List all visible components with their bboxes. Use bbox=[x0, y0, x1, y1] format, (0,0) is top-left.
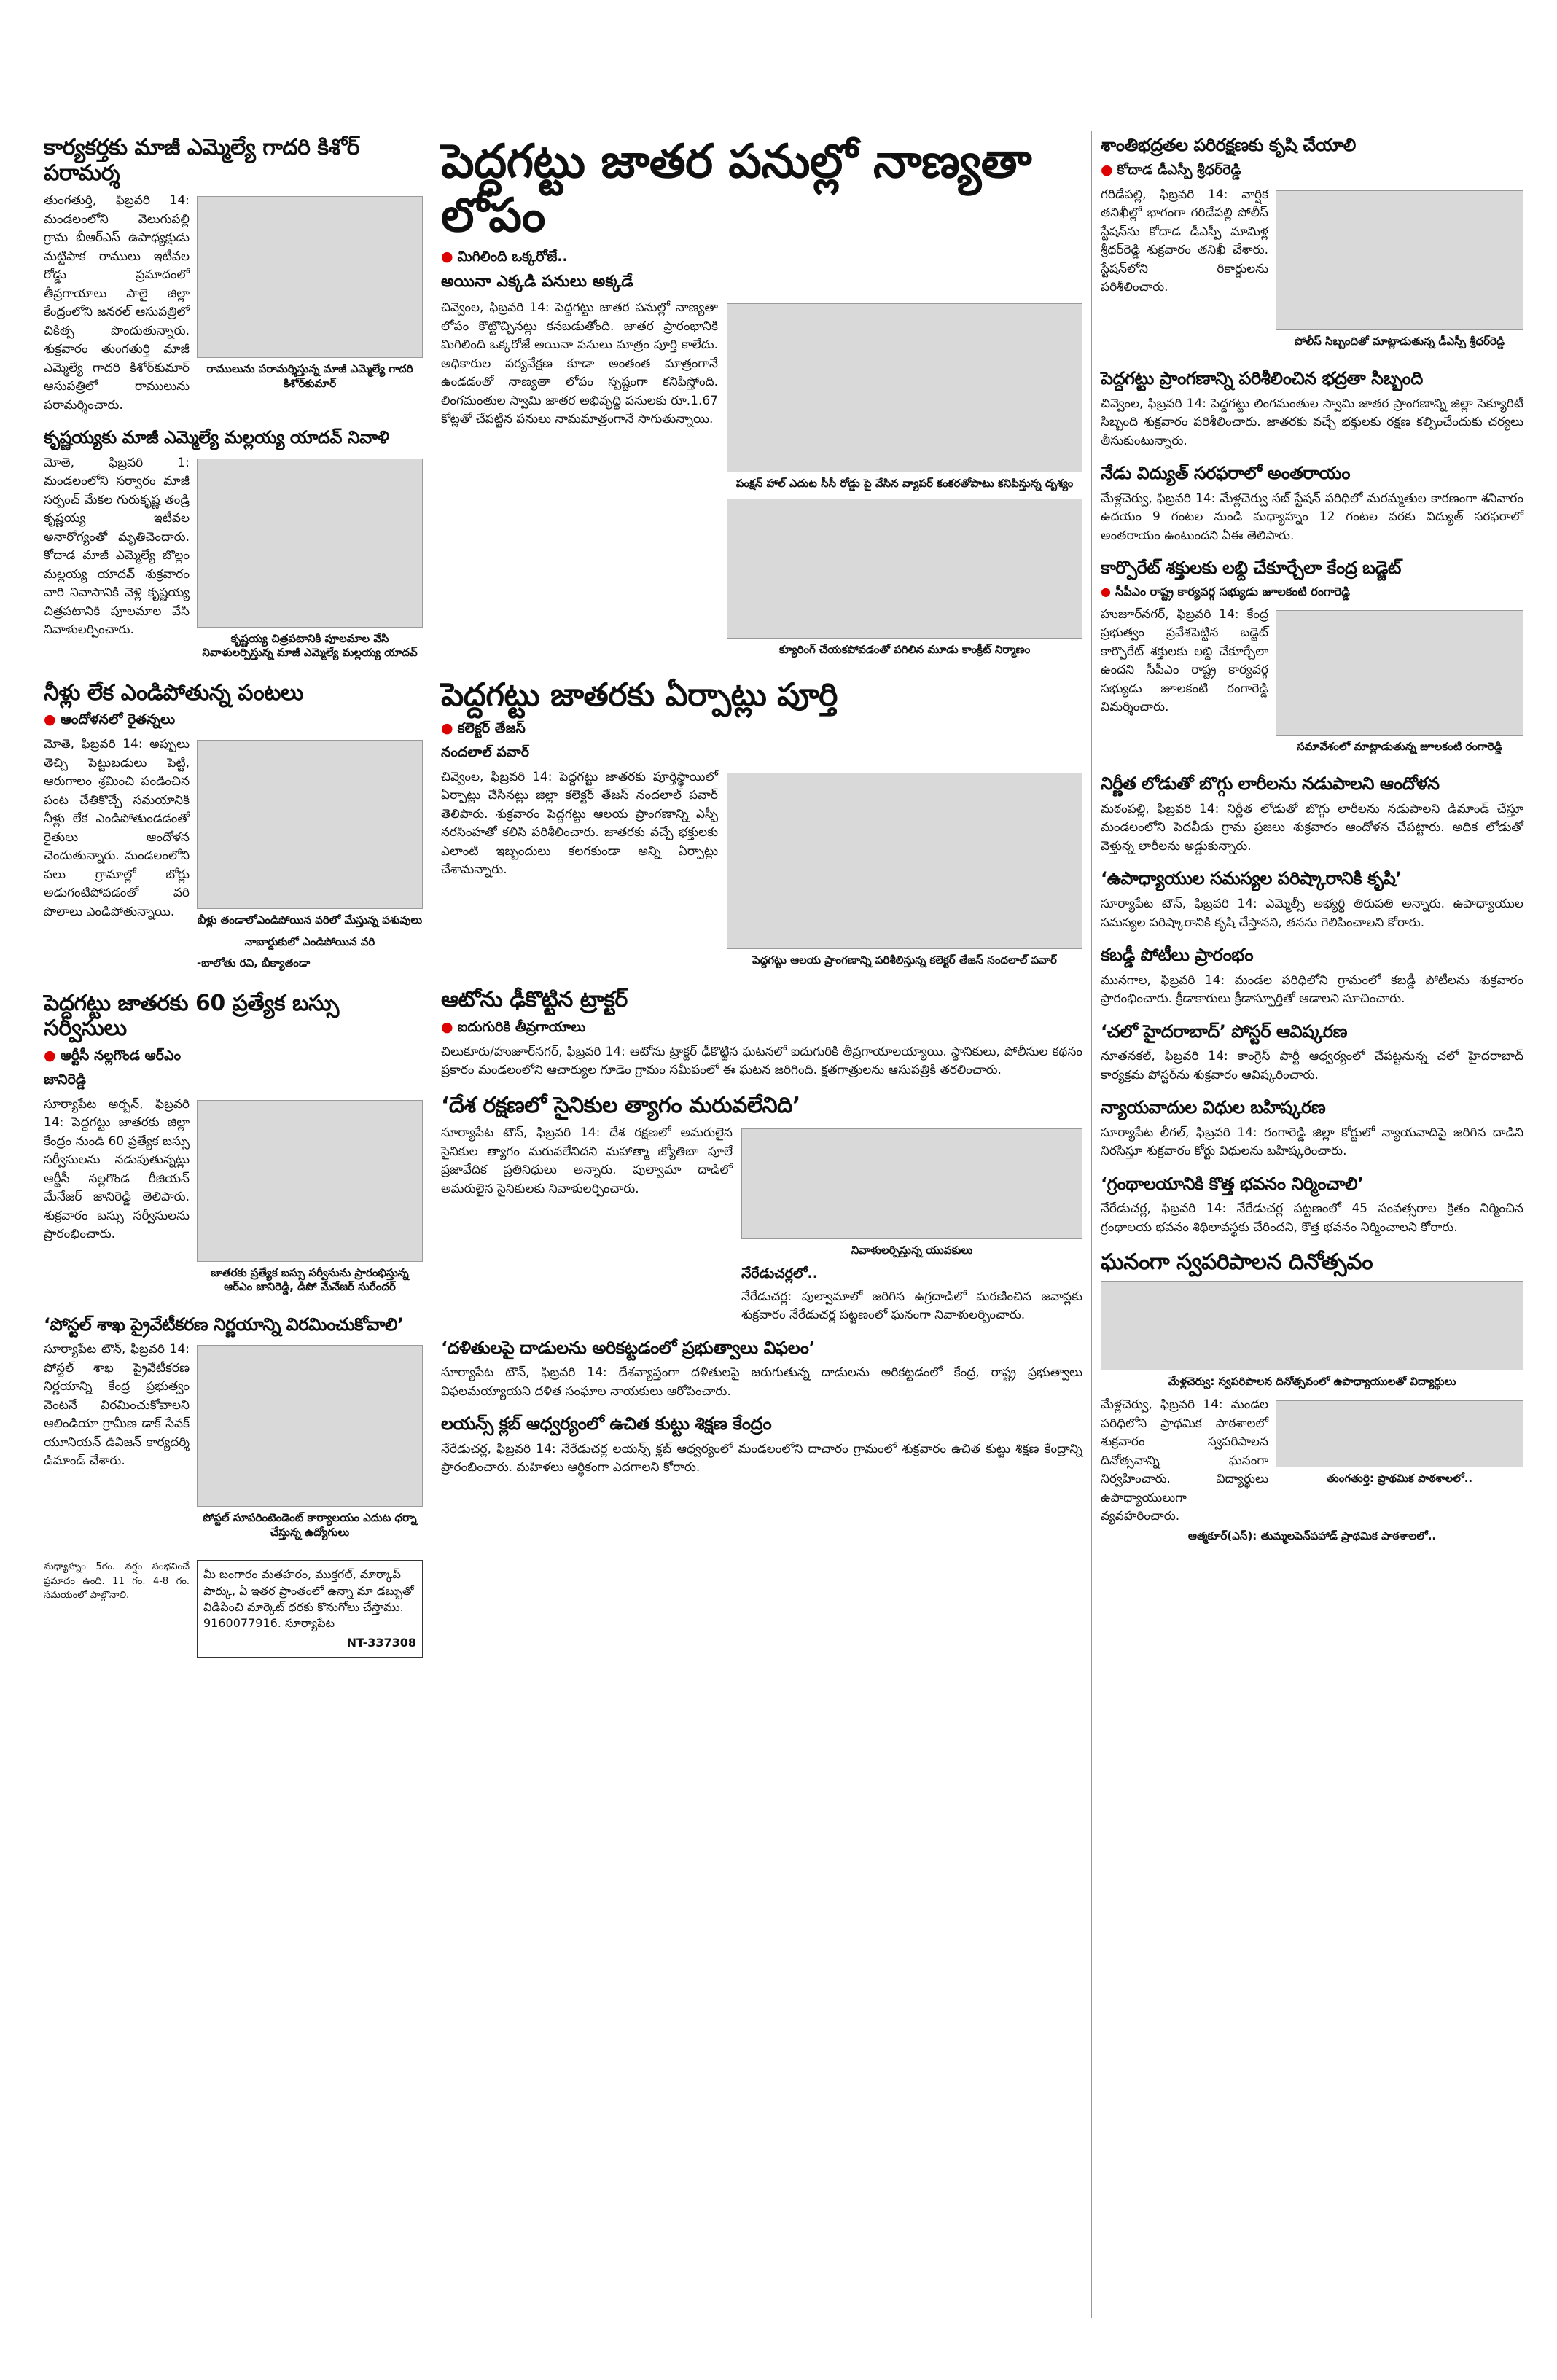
story-dsp bbox=[1101, 136, 1523, 356]
photo bbox=[197, 740, 423, 909]
headline: కార్పొరేట్ శక్తులకు లబ్ది చేకూర్చేలా కేంద్ర బడ్జెట్ bbox=[1101, 558, 1401, 579]
story-body: మోతె, ఫిబ్రవరి 14: అప్పులు తెచ్చి పెట్టుబడులు పెట్టి, ఆరుగాలం శ్రమించి పండించిన పంట చేతికొచ్చే సమయానికి నీళ్లు లేక ఎండిపోతుండడంతో రైతులు ఆందోళన చెందుతున్నారు. మండలంలోని పలు గ్రామాల్లో బోర్లు అడుగంటిపోవడంతో వరి పొలాలు ఎండిపోతున్నాయి. bbox=[44, 737, 190, 919]
sub-headline: అయినా ఎక్కడి పనులు అక్కడే bbox=[441, 273, 633, 292]
story-body: చిలుకూరు/హుజూర్‌నగర్, ఫిబ్రవరి 14: ఆటోను ట్రాక్టర్ ఢీకొట్టిన ఘటనలో ఐదుగురికి తీవ్రగాయాలయ్యాయి. స్థానికులు, పోలీసుల కథనం ప్రకారం మండలంలోని ఆచార్యుల గూడెం గ్రామం సమీపంలో ఈ ఘటన జరిగింది. క్షతగాత్రులను ఆసుపత్రికి తరలించారు. bbox=[441, 1044, 1082, 1078]
photo-caption: తుంగతుర్తి: ప్రాథమిక పాఠశాలలో.. bbox=[1326, 1472, 1473, 1486]
story-body: చివ్వెంల, ఫిబ్రవరి 14: పెద్దగట్టు జాతర పనుల్లో నాణ్యతా లోపం కొట్టొచ్చినట్లు కనబడుతోంది. జాతర ప్రారంభానికి మిగిలింది ఒక్కరోజే అయినా పనులు మాత్రం పూర్తి కాలేదు. అధికారుల పర్యవేక్షణ కూడా అంతంత మాత్రంగానే ఉండడంతో నాణ్యతా లోపం స్పష్టంగా కనిపిస్తోంది. లింగమంతుల స్వామి జాతర అభివృద్ధి పనులకు రూ.1.67 కోట్లతో చేపట్టిన పనులు నామమాత్రంగానే సాగుతున్నాయి. bbox=[441, 300, 718, 427]
photo bbox=[197, 1100, 423, 1262]
story-security bbox=[1101, 369, 1523, 450]
story-kishore bbox=[44, 136, 423, 415]
story-soldiers bbox=[441, 1093, 1082, 1325]
story-body: సూర్యాపేట టౌన్, ఫిబ్రవరి 14: దేశవ్యాప్తంగా దళితులపై జరుగుతున్న దాడులను అరికట్టడంలో కేంద్ర, రాష్ట్ర ప్రభుత్వాలు విఫలమయ్యాయని దళిత సంఘాల నాయకులు ఆరోపించారు. bbox=[441, 1365, 1082, 1399]
bullet-icon: ● bbox=[1101, 161, 1113, 178]
photo-caption: పంక్షన్ హాల్ ఎదుట సీసీ రోడ్డు పై వేసిన వ్యాపర్ కంకరతోపాటు కనిపిస్తున్న దృశ్యం bbox=[735, 477, 1074, 491]
classified-ad bbox=[197, 1560, 423, 1658]
story-body: సూర్యాపేట అర్బన్, ఫిబ్రవరి 14: పెద్దగట్టు జాతరకు జిల్లా కేంద్రం నుండి 60 ప్రత్యేక బస్సు సర్వీసులను నడుపుతున్నట్లు ఆర్టీసీ నల్లగొండ రీజియన్ మేనేజర్ జానిరెడ్డి తెలిపారు. శుక్రవారం బస్సు సర్వీసులను ప్రారంభించారు. bbox=[44, 1096, 190, 1242]
story-body: సూర్యాపేట టౌన్, ఫిబ్రవరి 14: పోస్టల్ శాఖ ప్రైవేటీకరణ నిర్ణయాన్ని కేంద్ర ప్రభుత్వం వెంటనే విరమించుకోవాలని ఆలిండియా గ్రామీణ డాక్ సేవక్ యూనియన్ డివిజన్ కార్యదర్శి డిమాండ్ చేశారు. bbox=[44, 1342, 190, 1469]
subsection-head: నేరేడుచర్లలో.. bbox=[741, 1265, 818, 1281]
photo bbox=[727, 303, 1082, 472]
headline: న్యాయవాదుల విధుల బహిష్కరణ bbox=[1101, 1097, 1326, 1118]
byline: కలెక్టర్ తేజస్ bbox=[457, 719, 526, 736]
story-body: సూర్యాపేట లీగల్, ఫిబ్రవరి 14: రంగారెడ్డి జిల్లా కోర్టులో న్యాయవాదిపై జరిగిన దాడిని నిరసిస్తూ శుక్రవారం కోర్టు విధులను బహిష్కరించారు. bbox=[1101, 1125, 1523, 1159]
ad-text: మీ బంగారం మతహరం, ముక్తగల్, మార్కాప్ పార్కు, ఏ ఇతర ప్రాంతంలో ఉన్నా మా డబ్బుతో విడిపించి మార్కెట్ ధరకు కొనుగోలు చేస్తాము. 9160077916. సూర్యాపేట bbox=[203, 1567, 414, 1631]
headline: నిర్ణీత లోడుతో బొగ్గు లారీలను నడుపాలని ఆందోళన bbox=[1101, 773, 1440, 795]
photo-caption: సమావేశంలో మాట్లాడుతున్న జూలకంటి రంగారెడ్డి bbox=[1297, 739, 1502, 753]
headline: శాంతిభద్రతల పరిరక్షణకు కృషి చేయాలి bbox=[1101, 135, 1356, 155]
story-buses bbox=[44, 991, 423, 1302]
bullet-icon: ● bbox=[44, 711, 56, 728]
story-teachers bbox=[1101, 869, 1523, 932]
story-body: నేరేడుచర్ల, ఫిబ్రవరి 14: నేరేడుచర్ల లయన్స్ క్లబ్ ఆధ్వర్యంలో మండలంలోని దాచారం గ్రామంలో శుక్రవారం ఉచిత కుట్టు శిక్షణ కేంద్రాన్ని ప్రారంభించారు. మహిళలు ఆర్థికంగా ఎదగాలని కోరారు. bbox=[441, 1441, 1082, 1475]
headline: పెద్దగట్టు ప్రాంగణాన్ని పరిశీలించిన భద్రతా సిబ్బంది bbox=[1101, 368, 1423, 389]
story-body: గరిడేపల్లి, ఫిబ్రవరి 14: వార్షిక తనిఖీల్లో భాగంగా గరిడేపల్లి పోలీస్ స్టేషన్‌ను కోదాడ డీఎస్పీ మామిళ్ల శ్రీధర్‌రెడ్డి శుక్రవారం తనిఖీ చేశారు. స్టేషన్‌లోని రికార్డులను పరిశీలించారు. bbox=[1101, 187, 1268, 295]
headline: ‘చలో హైదరాబాద్’ పోస్టర్ ఆవిష్కరణ bbox=[1101, 1021, 1347, 1042]
story-power bbox=[1101, 464, 1523, 545]
story-body-2: నేరేడుచర్ల: పుల్వామాలో జరిగిన ఉగ్రదాడిలో మరణించిన జవాన్లకు శుక్రవారం నేరేడుచర్ల పట్టణంలో ఘనంగా నివాళులర్పించారు. bbox=[741, 1289, 1082, 1323]
photo bbox=[1276, 1400, 1523, 1467]
photo bbox=[197, 1345, 423, 1507]
story-body: నూతనకల్, ఫిబ్రవరి 14: కాంగ్రెస్ పార్టీ ఆధ్వర్యంలో చేపట్టనున్న చలో హైదరాబాద్ కార్యక్రమ పోస్టర్‌ను శుక్రవారం ఆవిష్కరించారు. bbox=[1101, 1049, 1523, 1082]
bullet-icon: ● bbox=[441, 249, 453, 265]
story-body: మేళ్లచెర్వు, ఫిబ్రవరి 14: మండల పరిధిలోని ప్రాథమిక పాఠశాలలో శుక్రవారం స్వపరిపాలన దినోత్సవాన్ని ఘనంగా నిర్వహించారు. విద్యార్థులు ఉపాధ్యాయులుగా వ్యవహరించారు. bbox=[1101, 1397, 1268, 1524]
photo bbox=[1276, 610, 1523, 736]
story-dalits bbox=[441, 1338, 1082, 1402]
photo-footer: నాబార్డుకులో ఎండిపోయిన వరి bbox=[244, 935, 375, 948]
story-poster bbox=[1101, 1022, 1523, 1085]
story-arrangements bbox=[441, 677, 1082, 975]
headline: కార్యకర్తకు మాజీ ఎమ్మెల్యే గాదరి కిశోర్ పరామర్శ bbox=[44, 135, 360, 186]
photo-caption: పోలీస్ సిబ్బందితో మాట్లాడుతున్న డీఎస్పీ శ్రీధర్‌రెడ్డి bbox=[1294, 334, 1505, 348]
ad-code: NT-337308 bbox=[346, 1635, 416, 1650]
headline: ‘ఉపాధ్యాయుల సమస్యల పరిష్కారానికి కృషి’ bbox=[1101, 868, 1402, 889]
headline: కృష్ణయ్యకు మాజీ ఎమ్మెల్యే మల్లయ్య యాదవ్ నివాళి bbox=[44, 427, 389, 448]
story-lions bbox=[441, 1414, 1082, 1478]
small-note: మధ్యాహ్నం 5గం. వర్షం సంభవించే ప్రమాదం ఉంది. 11 గం. 4-8 గం. సమయంలో పాల్గొనాలి. bbox=[44, 1561, 190, 1601]
story-body: నేరేడుచర్ల, ఫిబ్రవరి 14: నేరేడుచర్ల పట్టణంలో 45 సంవత్సరాల క్రితం నిర్మించిన గ్రంథాలయ భవనం శిథిలావస్థకు చేరిందని, కొత్త భవనం నిర్మించాలని కోరారు. bbox=[1101, 1201, 1523, 1235]
photo-caption: ఆత్మకూర్(ఎస్): తుమ్మలపెన్‌పహాడ్ ప్రాథమిక పాఠశాలలో.. bbox=[1187, 1529, 1437, 1542]
photo-caption: క్యూరింగ్ చేయకపోవడంతో పగిలిన మూడు కాంక్రీట్ నిర్మాణం bbox=[778, 642, 1031, 656]
story-body: చివ్వెంల, ఫిబ్రవరి 14: పెద్దగట్టు లింగమంతుల స్వామి జాతర ప్రాంగణాన్ని జిల్లా సెక్యూరిటీ సిబ్బంది శుక్రవారం పరిశీలించారు. జాతరకు వచ్చే భక్తులకు రక్షణ కల్పించేందుకు చర్యలు తీసుకుంటున్నారు. bbox=[1101, 396, 1523, 448]
headline: ‘దేశ రక్షణలో సైనికుల త్యాగం మరువలేనిది’ bbox=[441, 1092, 800, 1118]
column-center bbox=[441, 131, 1082, 1491]
story-body: సూర్యాపేట టౌన్, ఫిబ్రవరి 14: ఎమ్మెల్సీ అభ్యర్థి తిరుపతి అన్నారు. ఉపాధ్యాయుల సమస్యల పరిష్కారానికి కృషి చేస్తానని, తనను గెలిపించాలని కోరారు. bbox=[1101, 897, 1523, 930]
byline-sub: జానిరెడ్డి bbox=[44, 1071, 86, 1088]
column-right bbox=[1101, 131, 1523, 1556]
story-body: మోతె, ఫిబ్రవరి 1: మండలంలోని సర్వారం మాజీ సర్పంచ్ మేకల గురుకృష్ణ తండ్రి కృష్ణయ్య ఇటీవల అనారోగ్యంతో మృతిచెందారు. కోదాడ మాజీ ఎమ్మెల్యే బొల్లం మల్లయ్య యాదవ్ శుక్రవారం వారి నివాసానికి వెళ్లి కృష్ణయ్య చిత్రపటానికి పూలమాల వేసి నివాళులర్పించారు. bbox=[44, 455, 190, 638]
byline: కోదాడ డీఎస్పీ శ్రీధర్‌రెడ్డి bbox=[1117, 161, 1241, 178]
story-body: మఠంపల్లి, ఫిబ్రవరి 14: నిర్ణీత లోడుతో బొగ్గు లారీలను నడుపాలని డిమాండ్ చేస్తూ మండలంలోని పెదవీడు గ్రామ ప్రజలు శుక్రవారం ఆందోళన చేపట్టారు. అధిక లోడుతో వెళ్తున్న లారీలను అడ్డుకున్నారు. bbox=[1101, 801, 1523, 854]
photo-caption: కృష్ణయ్య చిత్రపటానికి పూలమాల వేసి నివాళులర్పిస్తున్న మాజీ ఎమ్మెల్యే మల్లయ్య యాదవ్ bbox=[202, 631, 418, 660]
byline: ఐదుగురికి తీవ్రగాయాలు bbox=[457, 1018, 586, 1035]
headline: ఘనంగా స్వపరిపాలన దినోత్సవం bbox=[1101, 1249, 1373, 1276]
photo bbox=[197, 459, 423, 628]
photo-caption: రాములును పరామర్శిస్తున్న మాజీ ఎమ్మెల్యే గాదరి కిశోర్‌కుమార్ bbox=[206, 362, 413, 390]
bullet-icon: ● bbox=[441, 1018, 453, 1035]
story-lead bbox=[441, 136, 1082, 664]
photo-caption: జాతరకు ప్రత్యేక బస్సు సర్వీసును ప్రారంభిస్తున్న ఆర్ఎం జానిరెడ్డి, డిపో మేనేజర్ సురేందర్ bbox=[211, 1265, 409, 1294]
story-coal bbox=[1101, 774, 1523, 856]
story-body: తుంగతుర్తి, ఫిబ్రవరి 14: మండలంలోని వెలుగుపల్లి గ్రామ బీఆర్ఎస్ ఉపాధ్యక్షుడు మట్టిపాక రాములు ఇటీవల రోడ్డు ప్రమాదంలో తీవ్రగాయాలు పాలై జిల్లా కేంద్రంలోని జనరల్ ఆసుపత్రిలో చికిత్స పొందుతున్నారు. శుక్రవారం తుంగతుర్తి మాజీ ఎమ్మెల్యే గాదరి కిశోర్‌కుమార్ ఆసుపత్రిలో రాములును పరామర్శించారు. bbox=[44, 193, 190, 413]
photo-caption: నివాళులర్పిస్తున్న యువకులు bbox=[851, 1244, 973, 1257]
byline: ఆర్టీసీ నల్లగొండ ఆర్ఎం bbox=[60, 1047, 182, 1064]
lead-headline: పెద్దగట్టు జాతర పనుల్లో నాణ్యతా లోపం bbox=[441, 135, 1032, 243]
story-body: మేళ్లచెర్వు, ఫిబ్రవరి 14: మేళ్లచెర్వు సబ్ స్టేషన్ పరిధిలో మరమ్మతుల కారణంగా శనివారం ఉదయం 9 గంటల నుండి మధ్యాహ్నం 12 గంటల వరకు విద్యుత్ సరఫరాలో అంతరాయం ఉంటుందని ఏఈ తెలిపారు. bbox=[1101, 491, 1523, 543]
byline: సీపీఎం రాష్ట్ర కార్యవర్గ సభ్యుడు జూలకంటి రంగారెడ్డి bbox=[1115, 584, 1350, 598]
photo-caption: పోస్టల్ సూపరింటెండెంట్ కార్యాలయం ఎదుట ధర్నా చేస్తున్న ఉద్యోగులు bbox=[203, 1511, 417, 1539]
story-kabaddi bbox=[1101, 945, 1523, 1009]
story-body: చివ్వెంల, ఫిబ్రవరి 14: పెద్దగట్టు జాతరకు పూర్తిస్థాయిలో ఏర్పాట్లు చేసినట్లు జిల్లా కలెక్టర్ తేజస్ నందలాల్ పవార్ తెలిపారు. శుక్రవారం పెద్దగట్టు ఆలయ ప్రాంగణాన్ని ఎస్పీ నరసింహతో కలిసి పరిశీలించారు. జాతరకు వచ్చే భక్తులకు ఎలాంటి ఇబ్బందులు కలగకుండా అన్ని ఏర్పాట్లు చేశామన్నారు. bbox=[441, 769, 718, 878]
photo-caption: మేళ్లచెర్వు: స్వపరిపాలన దినోత్సవంలో ఉపాధ్యాయులతో విద్యార్థులు bbox=[1168, 1374, 1456, 1388]
story-crops bbox=[44, 681, 423, 978]
story-body: సూర్యాపేట టౌన్, ఫిబ్రవరి 14: దేశ రక్షణలో అమరులైన సైనికుల త్యాగం మరువలేనిదని మహాత్మా జ్యోతిబా పూలే ప్రజావేదిక ప్రతినిధులు అన్నారు. పుల్వామా దాడిలో అమరులైన సైనికులకు నివాళులర్పించారు. bbox=[441, 1125, 733, 1196]
photo-credit: -బాలోతు రవి, బీక్యాతండా bbox=[197, 956, 311, 970]
headline: నేడు విద్యుత్ సరఫరాలో అంతరాయం bbox=[1101, 463, 1351, 484]
headline: ‘దళితులపై దాడులను అరికట్టడంలో ప్రభుత్వాలు విఫలం’ bbox=[441, 1337, 816, 1358]
headline: ‘గ్రంథాలయానికి కొత్త భవనం నిర్మించాలి’ bbox=[1101, 1173, 1364, 1194]
photo bbox=[741, 1128, 1082, 1239]
photo bbox=[727, 499, 1082, 639]
story-krishnaiah bbox=[44, 428, 423, 668]
photo bbox=[1101, 1281, 1523, 1370]
bullet-icon: ● bbox=[44, 1047, 56, 1064]
byline: ఆందోళనలో రైతన్నలు bbox=[60, 711, 176, 728]
story-self-governance bbox=[1101, 1250, 1523, 1543]
column-left bbox=[44, 131, 423, 1658]
headline: పెద్దగట్టు జాతరకు 60 ప్రత్యేక బస్సు సర్వీసులు bbox=[44, 990, 339, 1042]
story-library bbox=[1101, 1174, 1523, 1238]
story-budget bbox=[1101, 558, 1523, 761]
photo-caption: బీళ్లు తండాలోఎండిపోయిన వరిలో మేస్తున్న పశువులు bbox=[197, 913, 423, 927]
column-divider bbox=[1091, 131, 1092, 2318]
bullet-icon: ● bbox=[441, 719, 453, 736]
headline: ఆటోను ఢీకొట్టిన ట్రాక్టర్ bbox=[441, 987, 628, 1013]
photo-caption: పెద్దగట్టు ఆలయ ప్రాంగణాన్ని పరిశీలిస్తున్న కలెక్టర్ తేజస్ నందలాల్ పవార్ bbox=[752, 953, 1057, 967]
photo bbox=[727, 773, 1082, 949]
headline: లయన్స్ క్లబ్ ఆధ్వర్యంలో ఉచిత కుట్టు శిక్షణ కేంద్రం bbox=[441, 1413, 772, 1435]
photo bbox=[197, 196, 423, 358]
headline: పెద్దగట్టు జాతరకు ఏర్పాట్లు పూర్తి bbox=[441, 676, 838, 714]
kicker: మిగిలింది ఒక్కరోజే.. bbox=[457, 249, 568, 265]
story-lawyers bbox=[1101, 1098, 1523, 1161]
story-body: మునగాల, ఫిబ్రవరి 14: మండల పరిధిలోని గ్రామంలో కబడ్డీ పోటీలను శుక్రవారం ప్రారంభించారు. క్రీడాకారులు క్రీడాస్ఫూర్తితో ఆడాలని సూచించారు. bbox=[1101, 972, 1523, 1007]
byline-sub: నందలాల్ పవార్ bbox=[441, 744, 530, 760]
story-body: హుజూర్‌నగర్, ఫిబ్రవరి 14: కేంద్ర ప్రభుత్వం ప్రవేశపెట్టిన బడ్జెట్ కార్పొరేట్ శక్తులకు లబ్ది చేకూర్చేలా ఉందని సీపీఎం రాష్ట్ర కార్యవర్గ సభ్యుడు జూలకంటి రంగారెడ్డి విమర్శించారు. bbox=[1101, 606, 1268, 715]
bottom-row bbox=[44, 1560, 423, 1658]
photo bbox=[1276, 190, 1523, 330]
bullet-icon: ● bbox=[1101, 584, 1111, 598]
headline: నీళ్లు లేక ఎండిపోతున్న పంటలు bbox=[44, 679, 304, 706]
story-postal bbox=[44, 1315, 423, 1548]
headline: కబడ్డీ పోటీలు ప్రారంభం bbox=[1101, 945, 1254, 966]
story-tractor bbox=[441, 988, 1082, 1080]
headline: ‘పోస్టల్ శాఖ ప్రైవేటీకరణ నిర్ణయాన్ని విరమించుకోవాలి’ bbox=[44, 1314, 404, 1335]
